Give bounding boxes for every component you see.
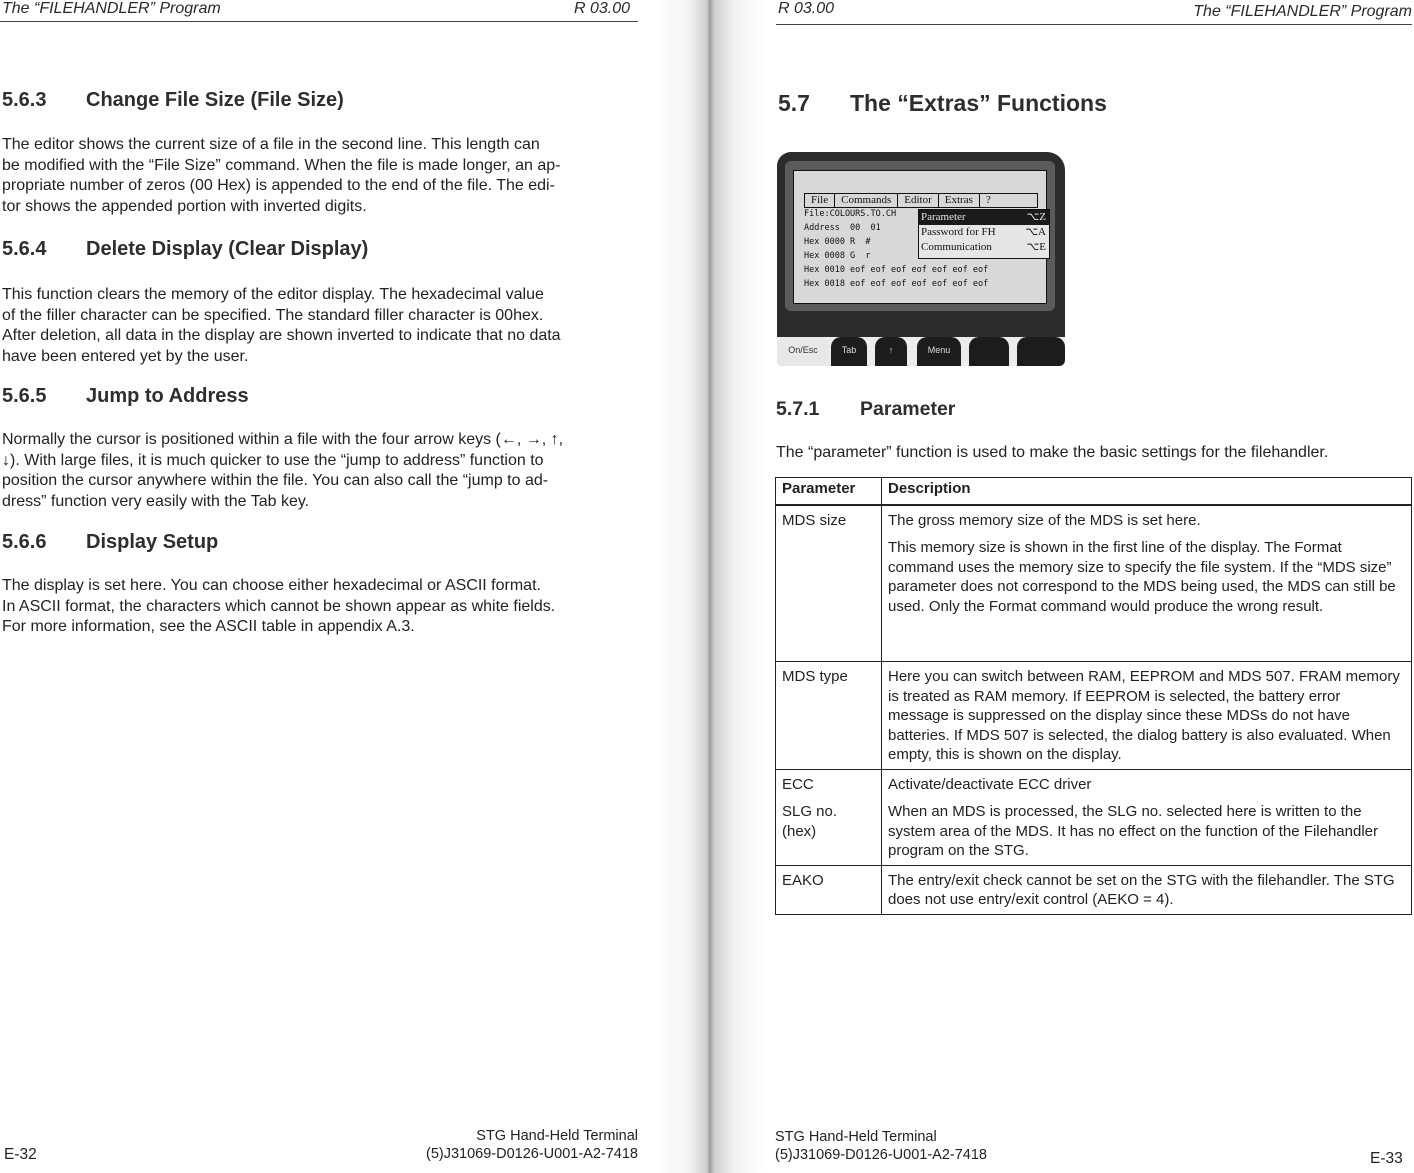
description-text: Activate/deactivate ECC driver bbox=[888, 775, 1092, 793]
lcd-menu-editor: Editor bbox=[898, 194, 939, 207]
text-line: dress” function very easily with the Tab key. bbox=[2, 492, 310, 510]
running-head-title: The “FILEHANDLER” Program bbox=[1193, 3, 1412, 20]
section-heading-5-6-4 bbox=[2, 238, 368, 261]
lcd-extras-dropdown bbox=[918, 209, 1050, 259]
lcd-dropdown-item-communication bbox=[919, 240, 1049, 255]
device-key bbox=[969, 337, 1009, 366]
dropdown-item-shortcut: ⌥E bbox=[1026, 241, 1046, 253]
running-head-revision: R 03.00 bbox=[574, 0, 631, 17]
section-title: Display Setup bbox=[86, 531, 219, 553]
description-text: This memory size is shown in the first line of the display. The Format command uses the memory size to specify the file system. If the “MDS size” parameter does not correspond to the MDS being used, the MDS can still be used. Only the Format command would produce the wrong result. bbox=[888, 539, 1396, 615]
footer-document-id: (5)J31069-D0126-U001-A2-7418 bbox=[775, 1147, 987, 1163]
description-text: Here you can switch between RAM, EEPROM and MDS 507. FRAM memory is treated as RAM memory. If EEPROM is selected, the battery error message is suppressed on the display since these MDSs do not have batteries. If MDS 507 is selected, the dialog battery is also evaluated. When empty, this is shown on the display. bbox=[888, 668, 1400, 763]
dropdown-item-label: Password for FH bbox=[921, 226, 996, 238]
section-number: 5.6.4 bbox=[2, 238, 47, 260]
parameter-name: ECC bbox=[782, 775, 814, 793]
dropdown-item-shortcut: ⌥A bbox=[1025, 226, 1046, 238]
dropdown-item-label: Parameter bbox=[921, 211, 966, 223]
section-title: Change File Size (File Size) bbox=[86, 89, 344, 111]
table-header-row bbox=[776, 478, 1412, 505]
lcd-row: Hex 0008 G r bbox=[804, 251, 871, 261]
text-line: position the cursor anywhere within the file. You can also call the “jump to ad- bbox=[2, 472, 549, 490]
handheld-terminal-image bbox=[777, 152, 1065, 366]
running-head-title: The “FILEHANDLER” Program bbox=[2, 0, 221, 17]
lcd-menu-extras: Extras bbox=[939, 194, 980, 207]
key-up: ↑ bbox=[875, 337, 907, 366]
section-title: Jump to Address bbox=[86, 385, 249, 407]
footer-product: STG Hand-Held Terminal bbox=[775, 1129, 937, 1145]
lcd-row: Hex 0018 eof eof eof eof eof eof eof bbox=[804, 279, 989, 289]
lcd-row: Hex 0000 R # bbox=[804, 237, 871, 247]
footer bbox=[398, 1127, 638, 1163]
lcd-dropdown-item-password bbox=[919, 225, 1049, 240]
device-key bbox=[1017, 337, 1065, 366]
text-line: The display is set here. You can choose either hexadecimal or ASCII format. bbox=[2, 577, 541, 594]
section-heading-5-7-1 bbox=[776, 398, 955, 421]
footer-product: STG Hand-Held Terminal bbox=[476, 1128, 638, 1144]
section-title: Delete Display (Clear Display) bbox=[86, 238, 369, 260]
parameter-cell bbox=[776, 865, 882, 914]
section-number: 5.7.1 bbox=[776, 398, 820, 420]
footer bbox=[775, 1128, 987, 1164]
table-row bbox=[776, 662, 1412, 770]
section-number: 5.7 bbox=[778, 90, 810, 116]
parameter-cell bbox=[776, 769, 882, 865]
dropdown-item-shortcut: ⌥Z bbox=[1026, 211, 1046, 223]
parameter-name: MDS type bbox=[782, 668, 848, 685]
parameter-name: SLG no. (hex) bbox=[782, 803, 838, 840]
header-rule bbox=[776, 24, 1412, 25]
description-text: When an MDS is processed, the SLG no. selected here is written to the system area of the MDS. It has no effect on the function of the Filehandler program on the STG. bbox=[888, 803, 1378, 859]
lcd-menu-commands: Commands bbox=[835, 194, 898, 207]
text-line: For more information, see the ASCII table in appendix A.3. bbox=[2, 618, 415, 636]
parameter-name: EAKO bbox=[782, 871, 824, 889]
column-header-parameter: Parameter bbox=[776, 478, 882, 505]
left-page bbox=[0, 0, 660, 1173]
text-line: propriate number of zeros (00 Hex) is appended to the end of the file. The edi- bbox=[2, 177, 555, 195]
text-line: of the filler character can be specified. The standard filler character is 00hex. bbox=[2, 306, 544, 324]
parameter-cell bbox=[776, 662, 882, 770]
device-keypad bbox=[777, 337, 1065, 366]
text-line: The editor shows the current size of a file in the second line. This length can bbox=[2, 136, 540, 153]
right-page bbox=[760, 0, 1414, 1173]
text-line: In ASCII format, the characters which cannot be shown appear as white fields. bbox=[2, 597, 556, 615]
parameter-cell bbox=[776, 505, 882, 662]
description-cell bbox=[882, 662, 1412, 770]
footer-document-id: (5)J31069-D0126-U001-A2-7418 bbox=[426, 1146, 638, 1162]
section-number: 5.6.6 bbox=[2, 531, 47, 553]
description-text: The entry/exit check cannot be set on the STG with the filehandler. The STG does not use entry/exit control (AEKO = 4). bbox=[888, 871, 1395, 908]
paragraph-parameter-intro: The “parameter” function is used to make the basic settings for the filehandler. bbox=[776, 444, 1329, 461]
lcd-row: File:COLOURS.TO.CH bbox=[804, 209, 897, 219]
section-number: 5.6.3 bbox=[2, 89, 47, 111]
text-line: be modified with the “File Size” command. When the file is made longer, an ap- bbox=[2, 156, 561, 174]
section-heading-5-7 bbox=[778, 90, 1107, 117]
parameter-name: MDS size bbox=[782, 511, 847, 529]
dropdown-item-label: Communication bbox=[921, 241, 992, 253]
key-tab: Tab bbox=[831, 337, 867, 366]
lcd-menu-bar bbox=[804, 193, 1038, 208]
page-number: E-33 bbox=[1370, 1150, 1403, 1167]
description-cell bbox=[882, 865, 1412, 914]
header-rule bbox=[0, 21, 638, 22]
text-line: After deletion, all data in the display are shown inverted to indicate that no data bbox=[2, 327, 561, 345]
paragraph-jump-to-address bbox=[2, 430, 563, 512]
lcd-row: Hex 0010 eof eof eof eof eof eof eof bbox=[804, 265, 989, 275]
column-header-description: Description bbox=[882, 478, 1412, 505]
lcd-screen bbox=[793, 170, 1047, 304]
page-number: E-32 bbox=[4, 1146, 37, 1163]
section-title: The “Extras” Functions bbox=[850, 90, 1107, 116]
book-gutter-shadow bbox=[655, 0, 765, 1173]
description-cell bbox=[882, 769, 1412, 865]
section-heading-5-6-3 bbox=[2, 89, 344, 112]
section-heading-5-6-5 bbox=[2, 385, 249, 408]
table-row bbox=[776, 769, 1412, 865]
text-line: have been entered yet by the user. bbox=[2, 347, 249, 365]
lcd-dropdown-item-parameter bbox=[919, 210, 1049, 225]
section-title: Parameter bbox=[860, 398, 956, 420]
lcd-menu-help: ? bbox=[985, 194, 991, 206]
key-on-esc: On/Esc bbox=[777, 337, 829, 366]
table-row bbox=[776, 865, 1412, 914]
description-text: The gross memory size of the MDS is set here. bbox=[888, 511, 1201, 529]
paragraph-clear-display bbox=[2, 285, 561, 367]
running-head-revision: R 03.00 bbox=[778, 0, 835, 17]
text-line: Normally the cursor is positioned within a file with the four arrow keys (←, →, ↑, bbox=[2, 431, 564, 448]
paragraph-file-size bbox=[2, 135, 561, 217]
paragraph-display-setup bbox=[2, 576, 555, 638]
lcd-row: Address 00 01 bbox=[804, 223, 881, 233]
text-line: This function clears the memory of the editor display. The hexadecimal value bbox=[2, 286, 544, 303]
description-cell bbox=[882, 505, 1412, 662]
key-menu: Menu bbox=[917, 337, 961, 366]
section-heading-5-6-6 bbox=[2, 531, 218, 554]
table-row bbox=[776, 505, 1412, 662]
text-line: ↓). With large files, it is much quicker to use the “jump to address” function to bbox=[2, 451, 544, 469]
lcd-menu-file: File bbox=[805, 194, 835, 207]
text-line: tor shows the appended portion with inverted digits. bbox=[2, 197, 367, 215]
parameter-table bbox=[775, 477, 1412, 915]
section-number: 5.6.5 bbox=[2, 385, 47, 407]
